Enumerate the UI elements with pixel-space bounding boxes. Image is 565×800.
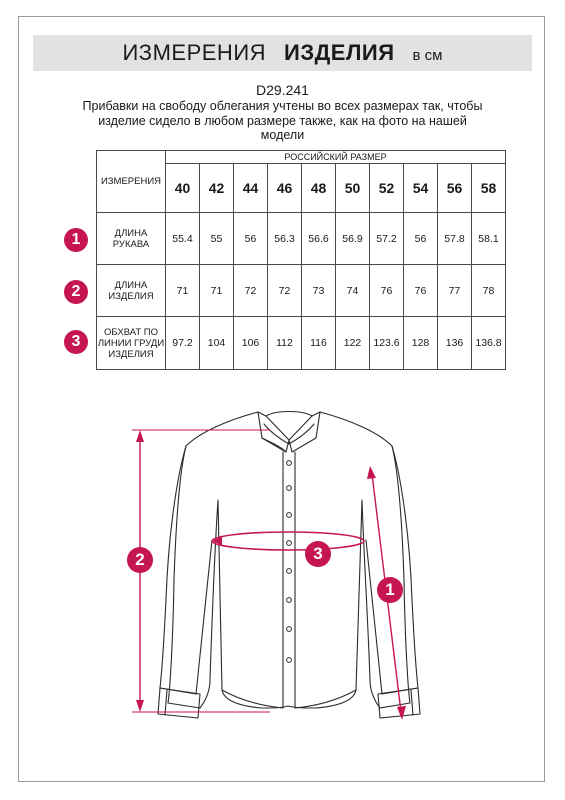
value-cell: 136 bbox=[438, 317, 472, 370]
size-cell: 48 bbox=[302, 164, 336, 213]
article-code: D29.241 bbox=[256, 82, 309, 98]
size-cell: 46 bbox=[268, 164, 302, 213]
size-cell: 54 bbox=[404, 164, 438, 213]
title-unit: в см bbox=[412, 46, 443, 64]
value-cell: 112 bbox=[268, 317, 302, 370]
shirt-body-outline bbox=[168, 412, 410, 708]
value-cell: 97.2 bbox=[166, 317, 200, 370]
value-cell: 58.1 bbox=[472, 213, 506, 265]
row-label: ДЛИНА РУКАВА bbox=[97, 213, 166, 265]
shirt-button bbox=[287, 569, 292, 574]
fit-note: Прибавки на свободу облегания учтены во всех размерах так, чтобы изделие сидело в любом размере также, как на фото на нашей модели bbox=[82, 99, 483, 142]
shirt-button bbox=[287, 598, 292, 603]
size-header: РОССИЙСКИЙ РАЗМЕР bbox=[166, 151, 506, 164]
sleeve-arrowhead-bottom bbox=[397, 706, 406, 720]
size-cell: 58 bbox=[472, 164, 506, 213]
value-cell: 74 bbox=[336, 265, 370, 317]
value-cell: 128 bbox=[404, 317, 438, 370]
left-cuff bbox=[158, 688, 200, 718]
value-cell: 76 bbox=[404, 265, 438, 317]
table-corner-label: ИЗМЕРЕНИЯ bbox=[97, 151, 166, 213]
value-cell: 136.8 bbox=[472, 317, 506, 370]
shirt-button bbox=[287, 461, 292, 466]
shirt-button bbox=[287, 541, 292, 546]
value-cell: 57.8 bbox=[438, 213, 472, 265]
value-cell: 104 bbox=[200, 317, 234, 370]
shirt-button bbox=[287, 627, 292, 632]
title-word-measurements: ИЗМЕРЕНИЯ bbox=[122, 40, 267, 65]
row-badge-1: 1 bbox=[64, 228, 88, 252]
sleeve-arrowhead-top bbox=[367, 466, 376, 479]
value-cell: 122 bbox=[336, 317, 370, 370]
collar bbox=[258, 412, 289, 452]
size-cell: 56 bbox=[438, 164, 472, 213]
diagram-marker-3: 3 bbox=[305, 541, 331, 567]
value-cell: 56.6 bbox=[302, 213, 336, 265]
size-cell: 44 bbox=[234, 164, 268, 213]
value-cell: 56 bbox=[404, 213, 438, 265]
value-cell: 71 bbox=[200, 265, 234, 317]
length-arrowhead-bottom bbox=[136, 700, 144, 712]
value-cell: 116 bbox=[302, 317, 336, 370]
size-cell: 52 bbox=[370, 164, 404, 213]
size-cell: 50 bbox=[336, 164, 370, 213]
value-cell: 55 bbox=[200, 213, 234, 265]
row-badge-2: 2 bbox=[64, 280, 88, 304]
value-cell: 77 bbox=[438, 265, 472, 317]
value-cell: 123.6 bbox=[370, 317, 404, 370]
value-cell: 72 bbox=[234, 265, 268, 317]
shirt-button bbox=[287, 486, 292, 491]
shirt-button bbox=[287, 658, 292, 663]
row-label: ОБХВАТ ПО ЛИНИИ ГРУДИ ИЗДЕЛИЯ bbox=[97, 317, 166, 370]
size-cell: 42 bbox=[200, 164, 234, 213]
value-cell: 55.4 bbox=[166, 213, 200, 265]
length-measure bbox=[132, 430, 270, 712]
title-word-item: ИЗДЕЛИЯ bbox=[284, 40, 395, 65]
row-badge-3: 3 bbox=[64, 330, 88, 354]
value-cell: 73 bbox=[302, 265, 336, 317]
value-cell: 71 bbox=[166, 265, 200, 317]
diagram-marker-2: 2 bbox=[127, 547, 153, 573]
size-cell: 40 bbox=[166, 164, 200, 213]
value-cell: 78 bbox=[472, 265, 506, 317]
value-cell: 106 bbox=[234, 317, 268, 370]
value-cell: 56.3 bbox=[268, 213, 302, 265]
button-row bbox=[287, 461, 292, 663]
value-cell: 72 bbox=[268, 265, 302, 317]
value-cell: 76 bbox=[370, 265, 404, 317]
diagram-marker-1: 1 bbox=[377, 577, 403, 603]
left-sleeve bbox=[160, 446, 212, 694]
value-cell: 56.9 bbox=[336, 213, 370, 265]
length-arrowhead-top bbox=[136, 430, 144, 442]
value-cell: 57.2 bbox=[370, 213, 404, 265]
shirt-button bbox=[287, 513, 292, 518]
row-label: ДЛИНА ИЗДЕЛИЯ bbox=[97, 265, 166, 317]
value-cell: 56 bbox=[234, 213, 268, 265]
